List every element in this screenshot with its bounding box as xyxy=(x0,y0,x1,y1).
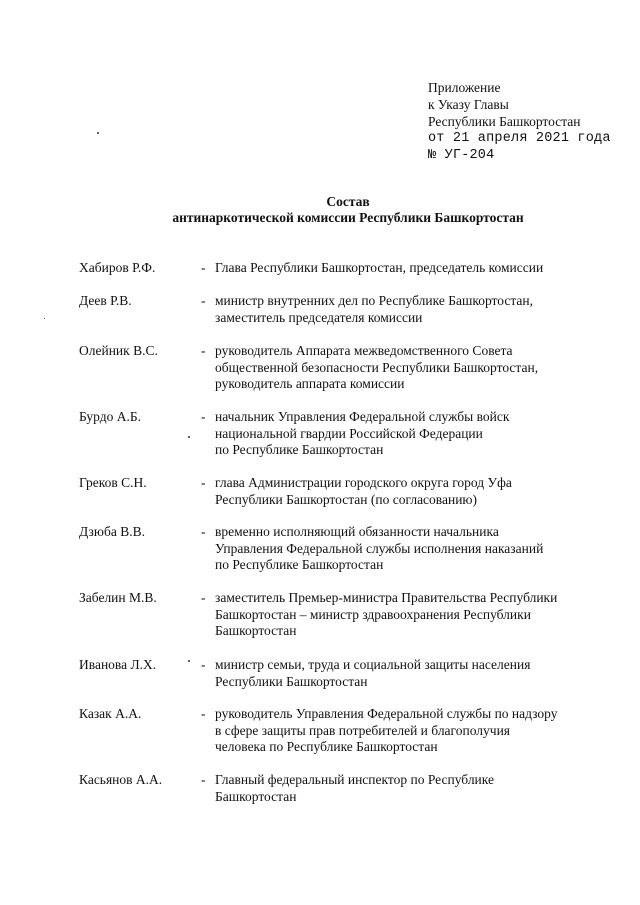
role-line: министр семьи, труда и социальной защиты населения xyxy=(215,657,531,672)
member-role xyxy=(215,524,625,574)
member-name: Казак А.А. xyxy=(79,706,142,721)
role-line: руководитель аппарата комиссии xyxy=(215,376,405,391)
role-line: руководитель Аппарата межведомственного Совета xyxy=(215,343,513,358)
role-line: начальник Управления Федеральной службы войск xyxy=(215,409,510,424)
role-line: по Республике Башкортостан xyxy=(215,442,384,457)
member-role xyxy=(215,657,625,690)
member-dash: - xyxy=(201,409,206,424)
role-line: Главный федеральный инспектор по Республике xyxy=(215,772,494,787)
member-name: Касьянов А.А. xyxy=(79,772,163,787)
scan-speck xyxy=(188,660,190,662)
member-dash: - xyxy=(201,293,206,308)
title-line-2: антинаркотической комиссии Республики Башкортостан xyxy=(172,210,524,225)
role-line: Башкортостан – министр здравоохранения Республики xyxy=(215,606,531,622)
member-name: Греков С.Н. xyxy=(79,475,147,490)
member-dash: - xyxy=(201,343,206,358)
role-line: общественной безопасности Республики Башкортостан, xyxy=(215,359,539,375)
member-role xyxy=(215,590,625,640)
member-role xyxy=(215,260,625,277)
role-line: в сфере защиты прав потребителей и благополучия xyxy=(215,722,511,738)
member-name: Забелин М.В. xyxy=(79,590,157,605)
member-role xyxy=(215,706,625,756)
scan-speck xyxy=(44,318,45,319)
role-line: Глава Республики Башкортостан, председатель комиссии xyxy=(215,260,544,275)
appendix-line-3: Республики Башкортостан xyxy=(428,114,581,129)
member-dash: - xyxy=(201,590,206,605)
member-dash: - xyxy=(201,524,206,539)
scan-speck xyxy=(188,436,190,438)
document-title xyxy=(0,194,640,226)
appendix-header xyxy=(428,79,611,164)
role-line: министр внутренних дел по Республике Башкортостан, xyxy=(215,293,533,308)
appendix-date: от 21 апреля 2021 года xyxy=(428,131,611,146)
member-name: Иванова Л.Х. xyxy=(79,657,157,672)
appendix-number: № УГ-204 xyxy=(428,148,495,163)
role-line: временно исполняющий обязанности начальника xyxy=(215,524,499,539)
role-line: Башкортостан xyxy=(215,623,297,638)
role-line: руководитель Управления Федеральной службы по надзору xyxy=(215,706,558,721)
scan-speck xyxy=(97,132,99,134)
role-line: национальной гвардии Российской Федерации xyxy=(215,425,483,441)
member-role xyxy=(215,343,625,393)
role-line: по Республике Башкортостан xyxy=(215,557,384,572)
member-role xyxy=(215,409,625,459)
role-line: Республики Башкортостан (по согласованию) xyxy=(215,491,478,507)
member-role xyxy=(215,293,625,326)
member-role xyxy=(215,772,625,805)
title-line-1: Состав xyxy=(326,194,370,209)
role-line: человека по Республике Башкортостан xyxy=(215,739,438,754)
member-role xyxy=(215,475,625,508)
member-name: Олейник В.С. xyxy=(79,343,158,358)
member-dash: - xyxy=(201,657,206,672)
member-dash: - xyxy=(201,260,206,275)
member-dash: - xyxy=(201,475,206,490)
member-name: Хабиров Р.Ф. xyxy=(79,260,156,275)
member-dash: - xyxy=(201,706,206,721)
member-name: Бурдо А.Б. xyxy=(79,409,141,424)
appendix-line-2: к Указу Главы xyxy=(428,97,509,112)
member-name: Деев Р.В. xyxy=(79,293,132,308)
role-line: заместитель Премьер-министра Правительства Республики xyxy=(215,590,558,605)
member-dash: - xyxy=(201,772,206,787)
role-line: Управления Федеральной службы исполнения наказаний xyxy=(215,540,544,556)
role-line: Республики Башкортостан xyxy=(215,673,368,689)
role-line: глава Администрации городского округа город Уфа xyxy=(215,475,512,490)
member-name: Дзюба В.В. xyxy=(79,524,145,539)
role-line: Башкортостан xyxy=(215,788,297,804)
appendix-line-1: Приложение xyxy=(428,80,501,95)
role-line: заместитель председателя комиссии xyxy=(215,309,423,325)
